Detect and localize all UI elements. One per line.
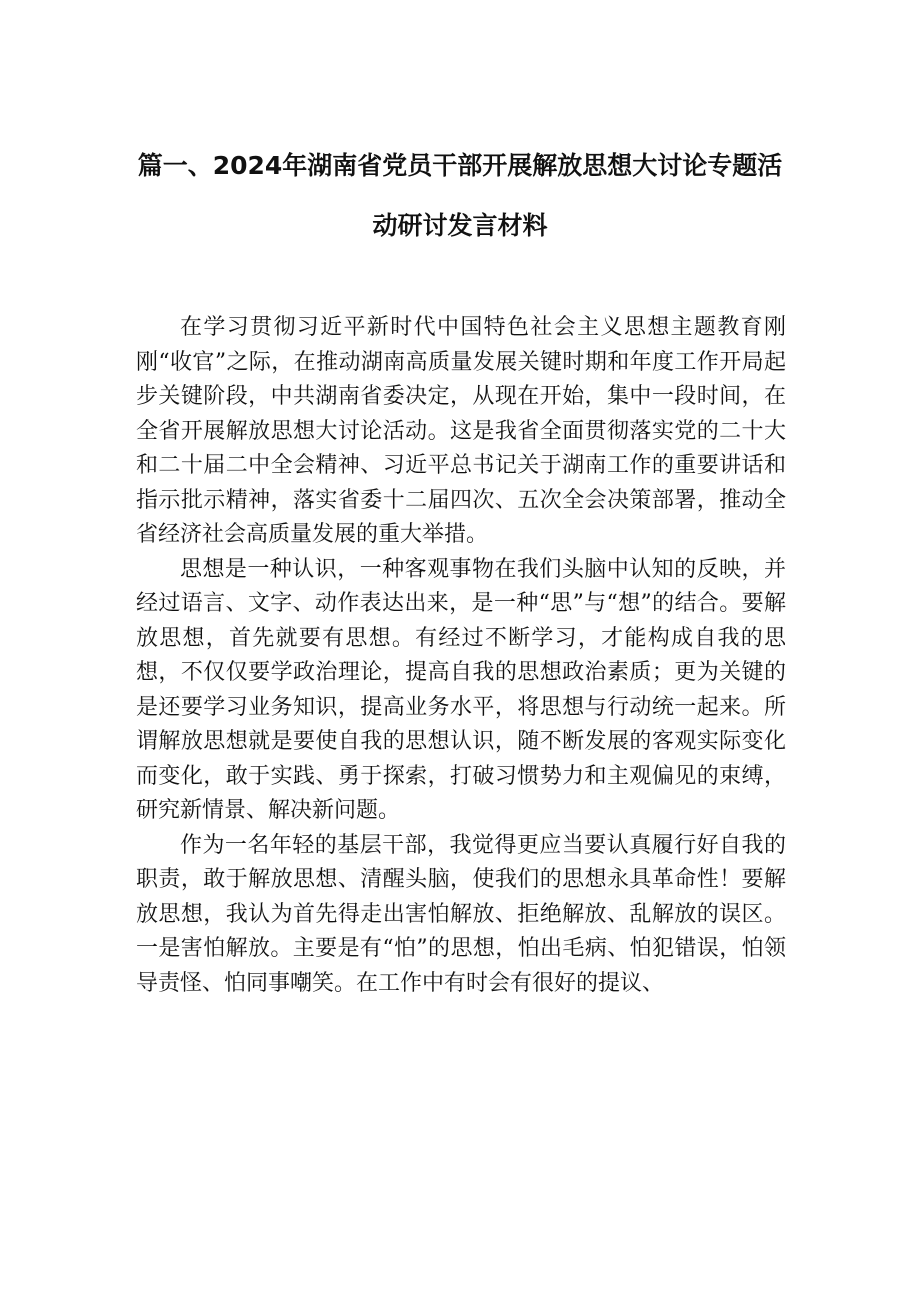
paragraph-1: 在学习贯彻习近平新时代中国特色社会主义思想主题教育刚刚“收官”之际，在推动湖南高质量发展关键时期和年度工作开局起步关键阶段，中共湖南省委决定，从现在开始，集中一段时间，在全省开展解放思想大讨论活动。这是我省全面贯彻落实党的二十大和二十届二中全会精神、习近平总书记关于湖南工作的重要讲话和指示批示精神，落实省委十二届四次、五次全会决策部署，推动全省经济社会高质量发展的重大举措。 — [136, 315, 786, 547]
document-body — [136, 311, 786, 1001]
document-title-line-1: 篇一、2024年湖南省党员干部开展解放思想大讨论专题活 — [137, 151, 783, 180]
paragraph-2: 思想是一种认识，一种客观事物在我们头脑中认知的反映，并经过语言、文字、动作表达出来，是一种“思”与“想”的结合。要解放思想，首先就要有思想。有经过不断学习，才能构成自我的思想，不仅仅要学政治理论，提高自我的思想政治素质；更为关键的是还要学习业务知识，提高业务水平，将思想与行动统一起来。所谓解放思想就是要使自我的思想认识，随不断发展的客观实际变化而变化，敢于实践、勇于探索，打破习惯势力和主观偏见的束缚，研究新情景、解决新问题。 — [136, 556, 786, 823]
document-title-line-2: 动研讨发言材料 — [372, 211, 548, 240]
paragraph-3: 作为一名年轻的基层干部，我觉得更应当要认真履行好自我的职责，敢于解放思想、清醒头脑，使我们的思想永具革命性！要解放思想，我认为首先得走出害怕解放、拒绝解放、乱解放的误区。一是害怕解放。主要是有“怕”的思想，怕出毛病、怕犯错误，怕领导责怪、怕同事嘲笑。在工作中有时会有很好的提议、 — [136, 832, 786, 996]
